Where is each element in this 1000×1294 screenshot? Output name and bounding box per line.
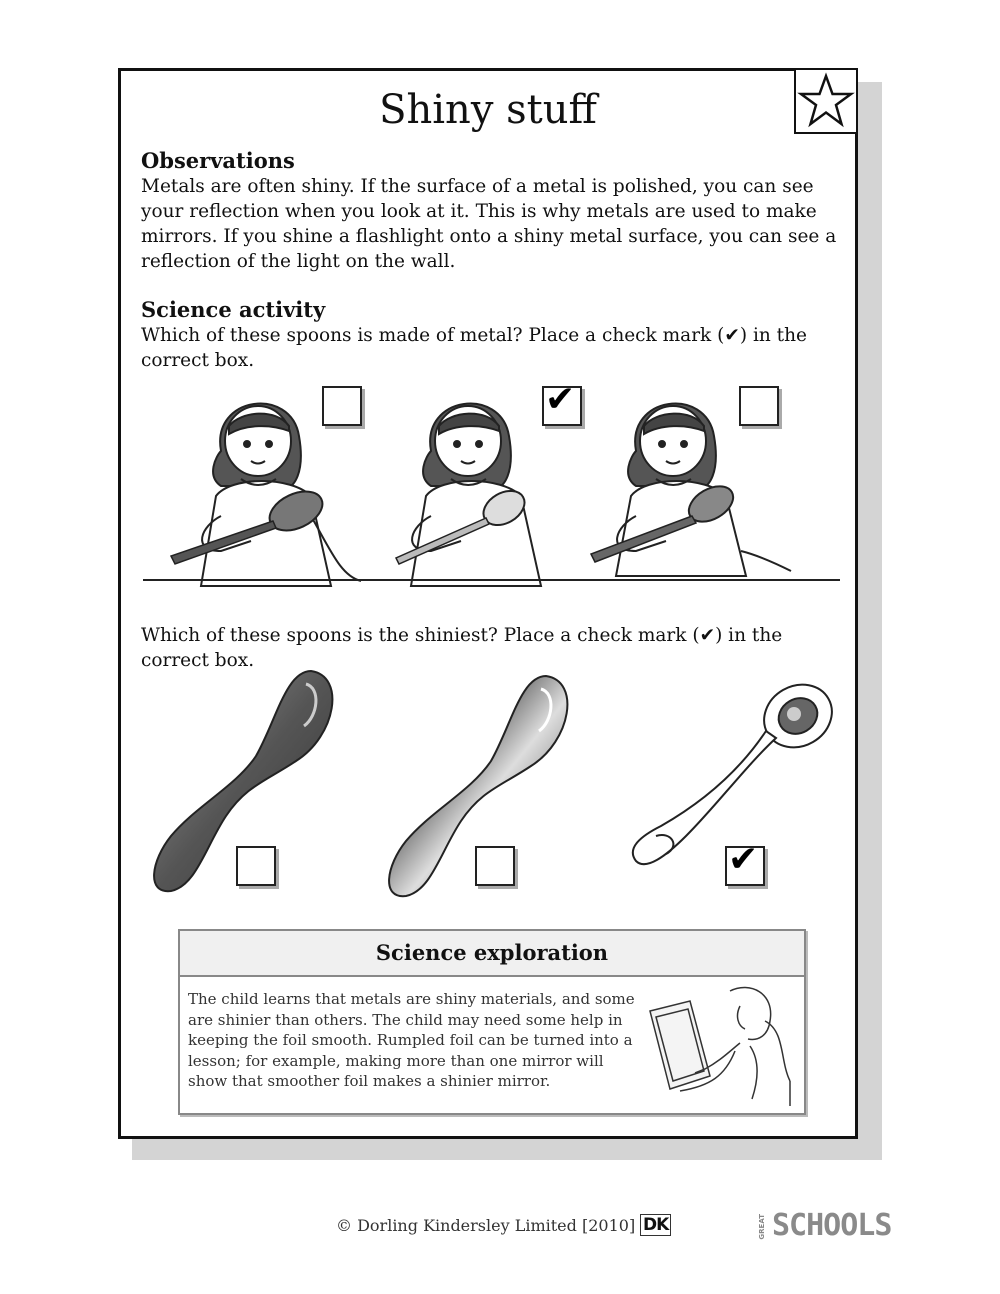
exploration-text: The child learns that metals are shiny materials, and some are shinier than others. The child may need some help in keeping the foil smooth. Rumpled foil can be turned into a lesson; for example, making more than one mirror will show that smoother foil makes a shinier mirror. <box>188 990 635 1090</box>
check-mark: ✔ <box>545 379 576 420</box>
question2-text: Which of these spoons is the shiniest? Place a check mark (✔) in the correct box. <box>141 625 783 671</box>
question1-text: Which of these spoons is made of metal? Place a check mark (✔) in the correct box. <box>141 325 807 371</box>
greatschools-logo: SCHOOLS <box>772 1208 892 1243</box>
worksheet <box>118 68 858 1139</box>
check-mark: ✔ <box>728 839 759 880</box>
observations-text: Metals are often shiny. If the surface of a metal is polished, you can see your reflection when you look at it. This is why metals are used to make mirrors. If you shine a flashlight onto a shiny metal surface, you can see a reflection of the light on the wall. <box>141 176 837 272</box>
page-title: Shiny stuff <box>379 87 597 133</box>
girl-metal-spoon-illustration <box>371 376 571 601</box>
exploration-heading: Science exploration <box>180 931 804 977</box>
dk-logo: DK <box>640 1214 671 1236</box>
metal-checkbox-3[interactable] <box>739 386 779 426</box>
observations-heading: Observations <box>141 148 295 173</box>
copyright-text: © Dorling Kindersley Limited [2010] <box>336 1216 636 1235</box>
activity-heading: Science activity <box>141 297 326 322</box>
shiny-checkbox-2[interactable] <box>475 846 515 886</box>
table-edge-line <box>143 579 840 581</box>
greatschools-small-text: GREAT <box>758 1214 766 1240</box>
exploration-panel <box>178 929 806 1115</box>
shiny-checkbox-3[interactable] <box>725 839 765 886</box>
metal-checkbox-1[interactable] <box>322 386 362 426</box>
child-with-mirror-illustration <box>640 981 800 1111</box>
shiny-checkbox-1[interactable] <box>236 846 276 886</box>
